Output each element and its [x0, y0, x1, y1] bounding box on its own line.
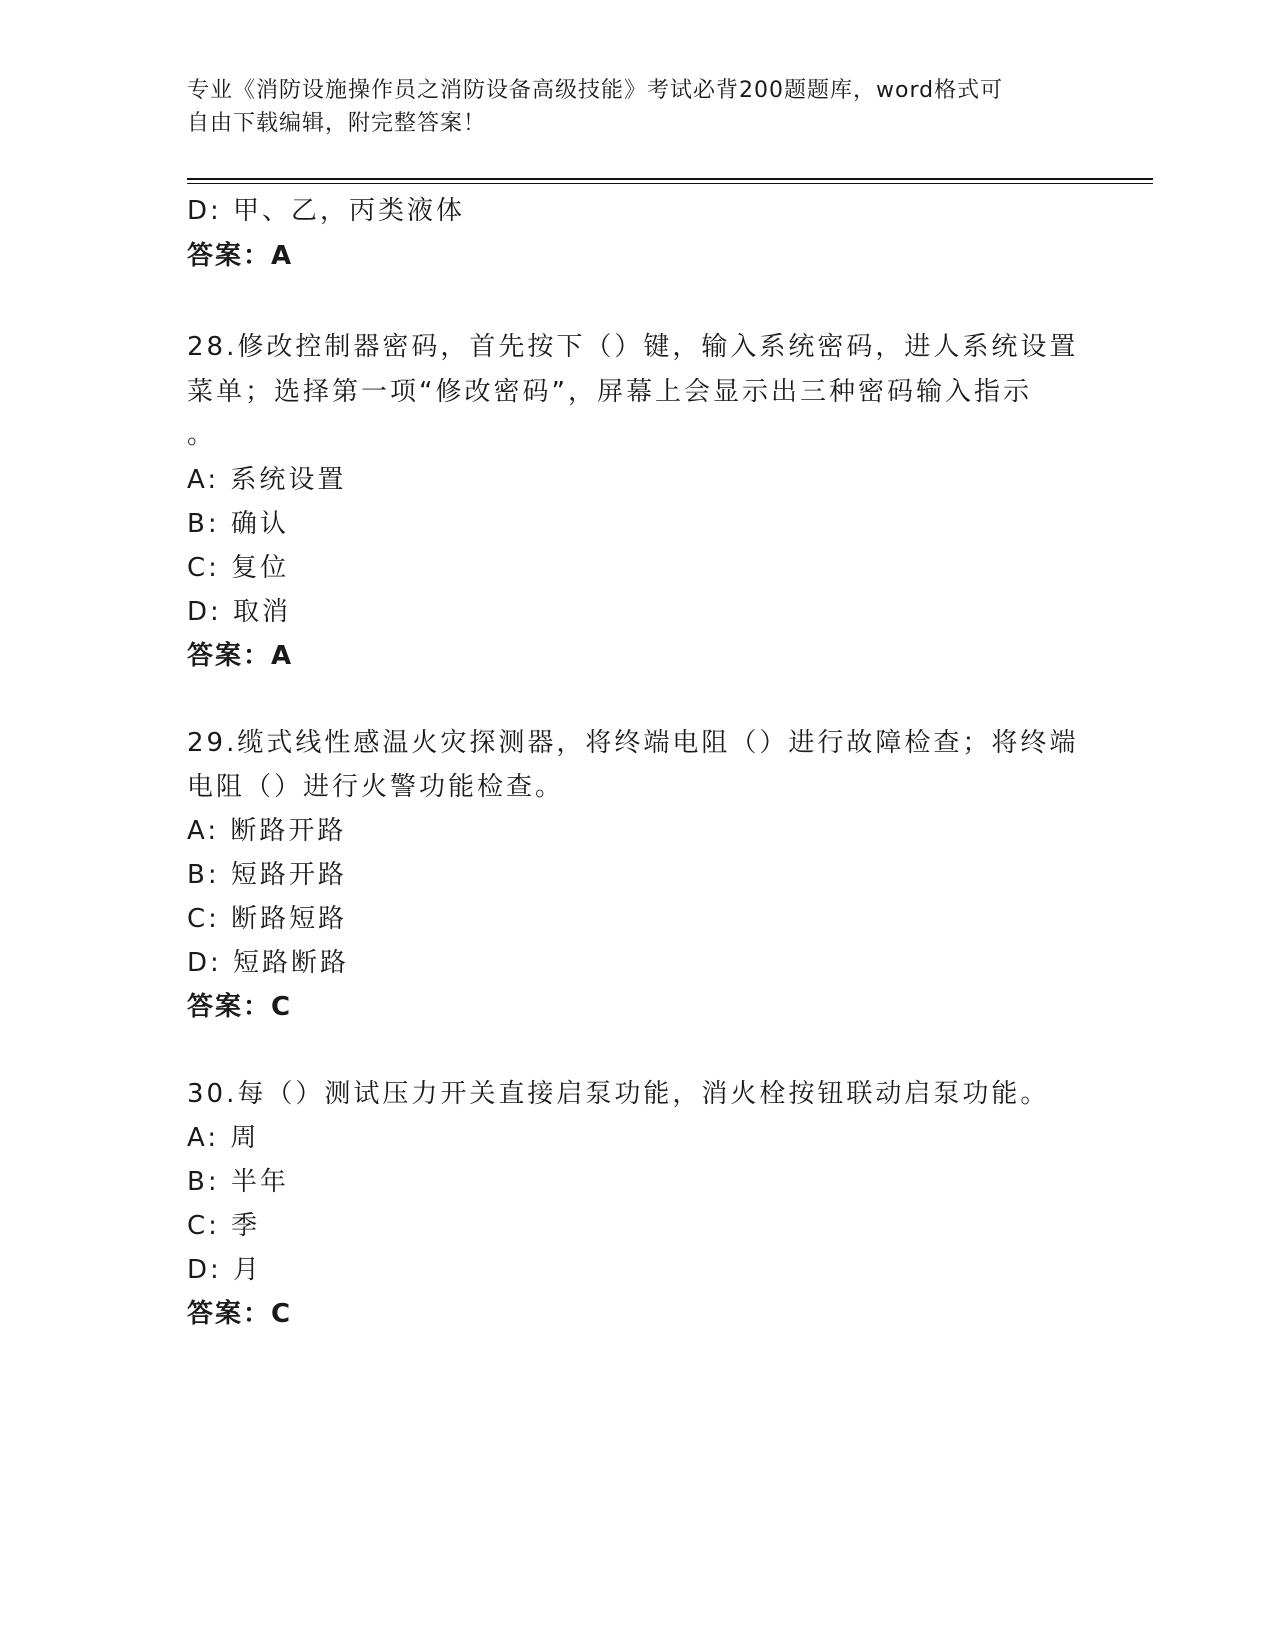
- q28-option-c: C: 复位: [187, 553, 290, 583]
- q29-option-b: B: 短路开路: [187, 860, 347, 890]
- header-line-2: 自由下载编辑，附完整答案！: [187, 111, 487, 136]
- q30-text-line-1: 30.每（）测试压力开关直接启泵功能，消火栓按钮联动启泵功能。: [187, 1079, 1050, 1109]
- q29-text-line-1: 29.缆式线性感温火灾探测器，将终端电阻（）进行故障检查；将终端: [187, 728, 1079, 758]
- q28-option-b: B: 确认: [187, 509, 289, 539]
- q29-answer: 答案：C: [187, 992, 293, 1022]
- document-header: [187, 74, 1067, 140]
- q29-option-c: C: 断路短路: [187, 904, 348, 934]
- q29-option-a: A: 断路开路: [187, 816, 347, 846]
- q29-text-line-2: 电阻（）进行火警功能检查。: [187, 772, 565, 802]
- q30-answer: 答案：C: [187, 1299, 293, 1329]
- q30-option-c: C: 季: [187, 1211, 261, 1241]
- q28-text-line-1: 28.修改控制器密码，首先按下（）键，输入系统密码，进人系统设置: [187, 332, 1079, 362]
- header-line-1: 专业《消防设施操作员之消防设备高级技能》考试必背200题题库，word格式可: [187, 78, 1004, 103]
- header-rule-thin: [187, 183, 1153, 184]
- q28-text-line-2: 菜单；选择第一项“修改密码”，屏幕上会显示出三种密码输入指示: [187, 377, 1032, 407]
- q30-option-d: D: 月: [187, 1255, 263, 1285]
- q29-option-d: D: 短路断路: [187, 948, 350, 978]
- header-rule-thick: [187, 178, 1153, 180]
- prev-answer: 答案：A: [187, 241, 294, 271]
- q28-option-a: A: 系统设置: [187, 465, 347, 495]
- q30-option-b: B: 半年: [187, 1167, 289, 1197]
- q28-answer: 答案：A: [187, 641, 294, 671]
- q28-text-line-3: 。: [187, 420, 217, 450]
- q30-option-a: A: 周: [187, 1123, 260, 1153]
- prev-option-d: D: 甲、乙，丙类液体: [187, 196, 466, 226]
- q28-option-d: D: 取消: [187, 597, 292, 627]
